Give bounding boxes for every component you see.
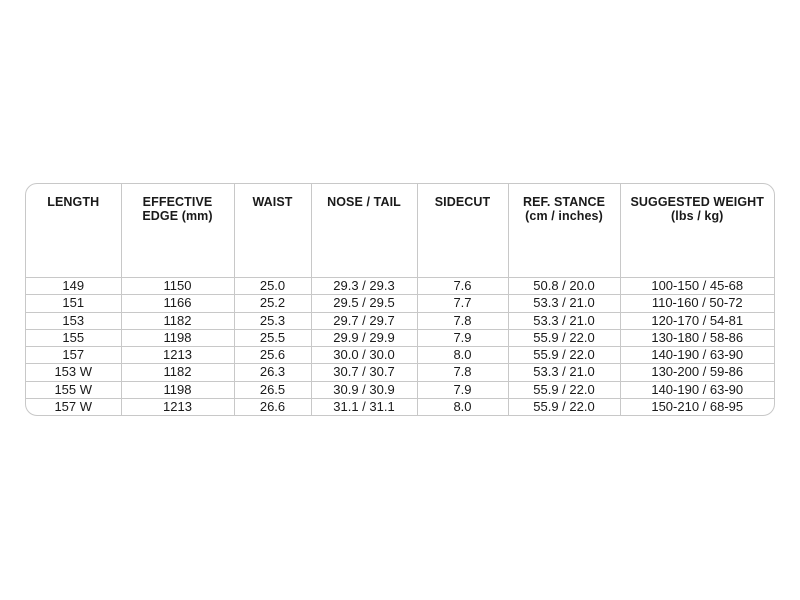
header-nose-tail [311,184,417,278]
cell-ref-stance: 53.3 / 21.0 [508,295,620,312]
cell-ref-stance: 55.9 / 22.0 [508,381,620,398]
cell-suggested-weight: 130-180 / 58-86 [620,329,774,346]
cell-suggested-weight: 120-170 / 54-81 [620,312,774,329]
header-ref-stance [508,184,620,278]
cell-effective-edge: 1213 [121,398,234,415]
header-suggested-weight-sub: (lbs / kg) [671,209,724,223]
cell-ref-stance: 55.9 / 22.0 [508,329,620,346]
cell-waist: 25.3 [234,312,311,329]
cell-length: 151 [26,295,121,312]
header-length [26,184,121,278]
cell-waist: 26.3 [234,364,311,381]
cell-nose-tail: 29.5 / 29.5 [311,295,417,312]
cell-nose-tail: 31.1 / 31.1 [311,398,417,415]
snowboard-spec-table [26,184,774,415]
cell-sidecut: 7.8 [417,364,508,381]
cell-sidecut: 7.7 [417,295,508,312]
cell-suggested-weight: 150-210 / 68-95 [651,398,744,414]
cell-nose-tail: 29.3 / 29.3 [311,278,417,295]
cell-sidecut: 8.0 [417,398,508,415]
cell-suggested-weight: 140-190 / 63-90 [620,381,774,398]
cell-nose-tail: 30.0 / 30.0 [311,347,417,364]
header-effective-edge-label: EFFECTIVE [142,195,213,209]
cell-waist: 26.6 [234,398,311,415]
cell-suggested-weight: 130-200 / 59-86 [620,364,774,381]
cell-nose-tail: 29.7 / 29.7 [311,312,417,329]
cell-effective-edge: 1198 [121,381,234,398]
cell-effective-edge: 1166 [121,295,234,312]
cell-length: 157 W [26,398,121,415]
cell-ref-stance: 50.8 / 20.0 [508,278,620,295]
cell-length: 155 W [26,381,121,398]
cell-ref-stance: 55.9 / 22.0 [508,347,620,364]
cell-waist: 26.5 [234,381,311,398]
header-row [26,184,774,278]
table-row [26,312,774,329]
cell-length: 153 W [26,364,121,381]
cell-nose-tail: 30.9 / 30.9 [311,381,417,398]
header-sidecut-label: SIDECUT [434,195,491,209]
header-waist [234,184,311,278]
cell-sidecut: 8.0 [417,347,508,364]
header-ref-stance-label: REF. STANCE [522,195,606,209]
table-row [26,381,774,398]
cell-length: 149 [26,278,121,295]
cell-waist: 25.0 [234,278,311,295]
spec-table-container [25,183,775,416]
cell-effective-edge: 1150 [121,278,234,295]
cell-length: 157 [26,347,121,364]
table-row [26,278,774,295]
header-sidecut [417,184,508,278]
header-suggested-weight-label: SUGGESTED WEIGHT [630,195,765,209]
cell-waist: 25.2 [234,295,311,312]
cell-effective-edge: 1213 [121,347,234,364]
header-suggested-weight [620,184,774,278]
table-row [26,347,774,364]
cell-sidecut: 7.9 [417,329,508,346]
cell-nose-tail: 30.7 / 30.7 [311,364,417,381]
cell-effective-edge: 1198 [121,329,234,346]
cell-nose-tail: 29.9 / 29.9 [311,329,417,346]
cell-suggested-weight: 140-190 / 63-90 [620,347,774,364]
cell-ref-stance: 55.9 / 22.0 [508,398,620,415]
header-waist-label: WAIST [252,195,293,209]
cell-sidecut: 7.8 [417,312,508,329]
header-effective-edge-sub: EDGE (mm) [142,209,213,223]
cell-ref-stance: 53.3 / 21.0 [508,312,620,329]
cell-ref-stance: 53.3 / 21.0 [508,364,620,381]
header-nose-tail-label: NOSE / TAIL [327,195,401,209]
cell-waist: 25.5 [234,329,311,346]
header-length-label: LENGTH [47,195,100,209]
cell-length: 155 [26,329,121,346]
header-effective-edge [121,184,234,278]
cell-waist: 25.6 [234,347,311,364]
cell-effective-edge: 1182 [121,364,234,381]
cell-suggested-weight: 110-160 / 50-72 [620,295,774,312]
table-row [26,329,774,346]
header-ref-stance-sub: (cm / inches) [525,209,603,223]
table-row [26,364,774,381]
cell-sidecut: 7.6 [417,278,508,295]
table-row [26,398,774,415]
cell-suggested-weight: 100-150 / 45-68 [620,278,774,295]
cell-sidecut: 7.9 [417,381,508,398]
cell-effective-edge: 1182 [121,312,234,329]
table-row [26,295,774,312]
cell-length: 153 [26,312,121,329]
